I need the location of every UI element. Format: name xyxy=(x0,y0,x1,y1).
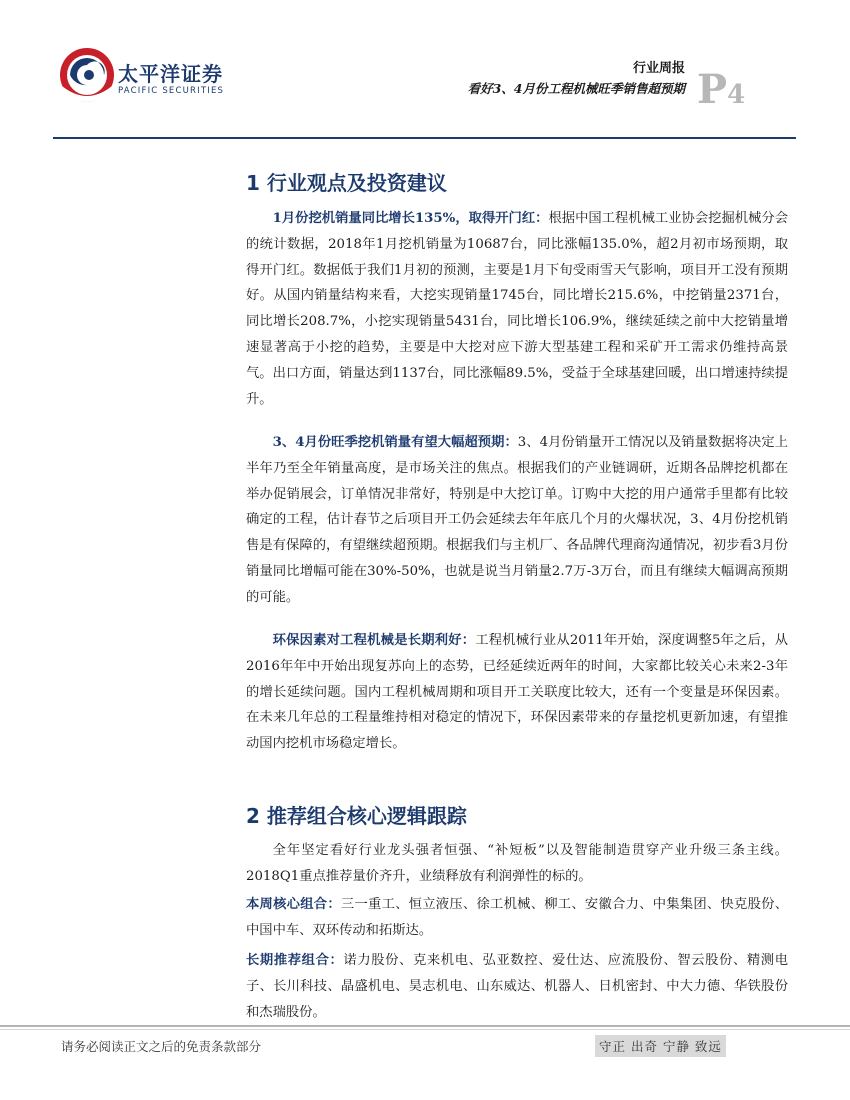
page-number xyxy=(697,66,746,113)
footer-motto: 守正 出奇 宁静 致远 xyxy=(595,1035,726,1057)
long-term-portfolio-list: 诺力股份、克来机电、弘亚数控、爱仕达、应流股份、智云股份、精测电子、长川科技、晶盛机电、昊志机电、山东威达、机器人、日机密封、中大力德、华铁股份和杰瑞股份。 xyxy=(246,953,789,1020)
pacific-securities-logo-icon xyxy=(58,46,116,104)
core-portfolio xyxy=(246,892,788,944)
section-1-title: 1 行业观点及投资建议 xyxy=(246,171,447,195)
report-type: 行业周报 xyxy=(632,61,685,76)
paragraph-body: 3、4月份销量开工情况以及销量数据将决定上半年乃至全年销量高度，是市场关注的焦点。根据我们的产业链调研，近期各品牌挖机都在举办促销展会，订单情况非常好，特别是中大挖订单。订购中大挖的用户通常手里都有比较确定的工程，估计春节之后项目开工仍会延续去年年底几个月的火爆状况，3、4月份挖机销售是有保障的，有望继续超预期。根据我们与主机厂、各品牌代理商沟通情况，初步看3月份销量同比增幅可能在30%-50%，也就是说当月销量2.7万-3万台，而且有继续大幅调高预期的可能。 xyxy=(246,435,788,605)
footer-disclaimer: 请务必阅读正文之后的免责条款部分 xyxy=(61,1039,262,1054)
core-portfolio-label: 本周核心组合： xyxy=(246,897,341,912)
paragraph-body: 根据中国工程机械工业协会挖掘机械分会的统计数据，2018年1月挖机销量为10687台，同比涨幅135.0%，超2月初市场预期，取得开门红。数据低于我们1月初的预测，主要是1月下旬受雨雪天气影响，项目开工没有预期好。从国内销量结构来看，大挖实现销量1745台，同比增长215.6%，中挖销量2371台，同比增长208.7%，小挖实现销量5431台，同比增长106.9%，继续延续之前中大挖销量增速显著高于小挖的趋势，主要是中大挖对应下游大型基建工程和采矿开工需求仍维持高景气。出口方面，销量达到1137台，同比涨幅89.5%，受益于全球基建回暖，出口增速持续提升。 xyxy=(246,211,788,407)
header-divider xyxy=(53,137,796,139)
core-portfolio-list: 三一重工、恒立液压、徐工机械、柳工、安徽合力、中集集团、快克股份、中国中车、双环传动和拓斯达。 xyxy=(246,897,789,938)
page-letter: P xyxy=(697,66,728,113)
section-2-title: 2 推荐组合核心逻辑跟踪 xyxy=(246,804,467,828)
footer-divider xyxy=(0,1025,850,1027)
paragraph-body: 工程机械行业从2011年开始，深度调整5年之后，从2016年年中开始出现复苏向上的态势，已经延续近两年的时间，大家都比较关心未来2-3年的增长延续问题。国内工程机械周期和项目开工关联度比较大，还有一个变量是环保因素。在未来几年总的工程量维持相对稳定的情况下，环保因素带来的存量挖机更新加速，有望推动国内挖机市场稳定增长。 xyxy=(246,633,788,752)
long-term-portfolio-label: 长期推荐组合： xyxy=(246,953,344,968)
long-term-portfolio xyxy=(246,948,788,1025)
paragraph-lead: 环保因素对工程机械是长期利好： xyxy=(272,633,476,648)
footer-divider-thin xyxy=(0,1029,850,1030)
paragraph-lead: 1月份挖机销量同比增长135%，取得开门红： xyxy=(272,211,549,226)
section-2-intro: 全年坚定看好行业龙头强者恒强、“补短板”以及智能制造贯穿产业升级三条主线。2018Q1重点推荐量价齐升，业绩释放有利润弹性的标的。 xyxy=(246,843,788,884)
section-1-paragraph-1 xyxy=(246,206,788,412)
logo-english-name: PACIFIC SECURITIES xyxy=(118,86,225,96)
page-digit: 4 xyxy=(727,80,746,110)
report-title: 看好3、4月份工程机械旺季销售超预期 xyxy=(467,81,685,96)
paragraph-lead: 3、4月份旺季挖机销量有望大幅超预期： xyxy=(272,435,518,450)
section-1-paragraph-2 xyxy=(246,430,788,611)
logo-chinese-name: 太平洋证券 xyxy=(118,62,223,86)
section-1-paragraph-3 xyxy=(246,628,788,757)
